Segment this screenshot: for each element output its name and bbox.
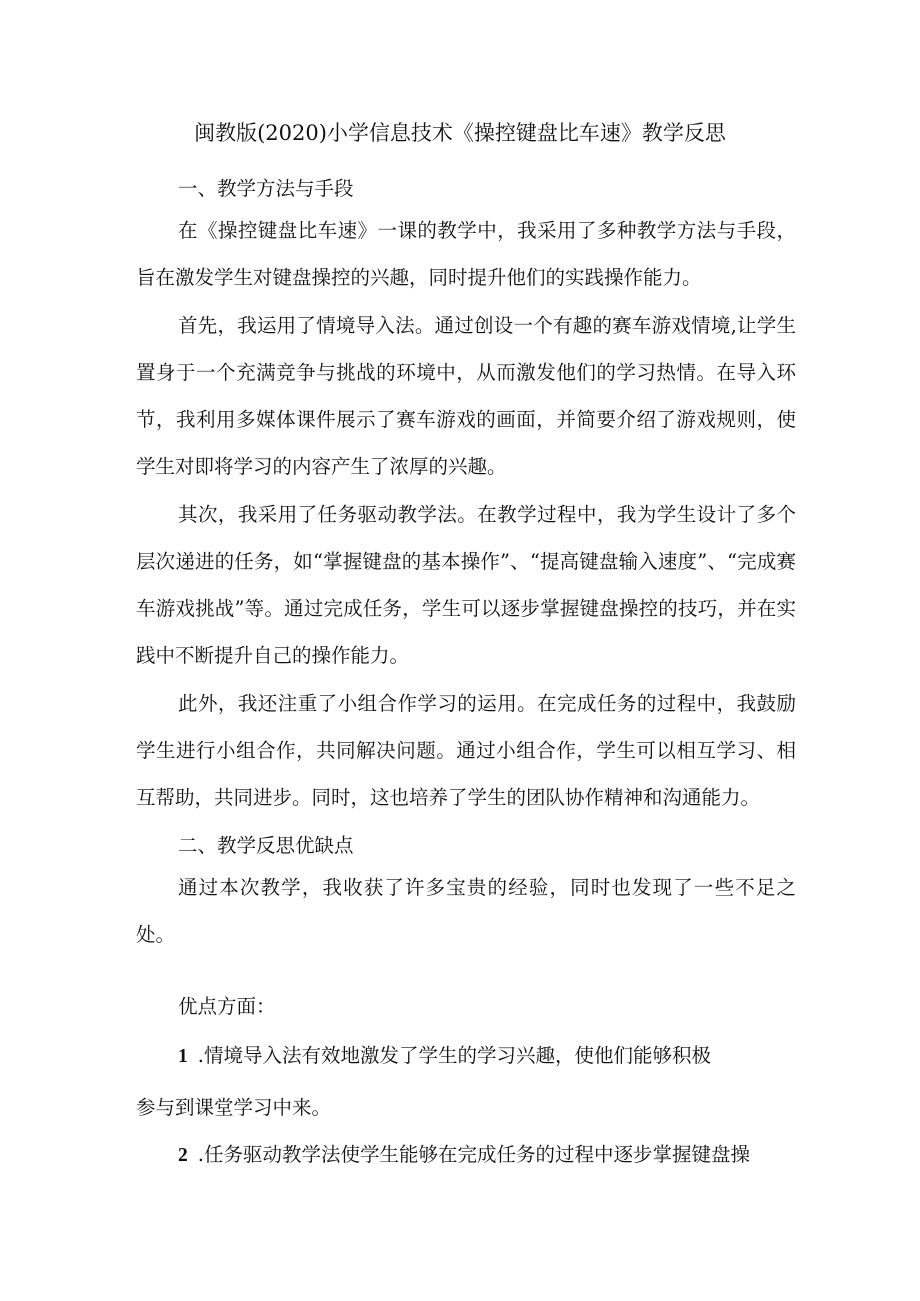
paragraph-group-learning: 此外，我还注重了小组合作学习的运用。在完成任务的过程中，我鼓励学生进行小组合作，共同解决问题。通过小组合作，学生可以相互学习、相互帮助，共同进步。同时，这也培养了学生的团队协作精神和沟通能力。	[136, 692, 796, 809]
list-item-1-text: .情境导入法有效地激发了学生的学习兴趣，使他们能够积极	[197, 1044, 711, 1067]
paragraph-intro: 在《操控键盘比车速》一课的教学中，我采用了多种教学方法与手段，旨在激发学生对键盘操控的兴趣，同时提升他们的实践操作能力。	[136, 219, 796, 289]
list-item-2	[178, 1131, 838, 1179]
strengths-label: 优点方面：	[178, 995, 276, 1018]
paragraph-situation-method: 首先，我运用了情境导入法。通过创设一个有趣的赛车游戏情境,让学生置身于一个充满竞争与挑战的环境中，从而激发他们的学习热情。在导入环节，我利用多媒体课件展示了赛车游戏的画面，并简要介绍了游戏规则，使学生对即将学习的内容产生了浓厚的兴趣。	[136, 314, 796, 478]
list-item-1	[178, 1032, 838, 1080]
list-item-1-number: 1	[178, 1046, 188, 1067]
list-item-2-text: .任务驱动教学法使学生能够在完成任务的过程中逐步掌握键盘操	[197, 1143, 750, 1166]
list-item-2-number: 2	[178, 1145, 188, 1166]
paragraph-reflection-intro: 通过本次教学，我收获了许多宝贵的经验，同时也发现了一些不足之处。	[136, 876, 796, 946]
section-heading-reflection: 二、教学反思优缺点	[178, 834, 354, 857]
section-heading-methods: 一、教学方法与手段	[178, 177, 354, 200]
paragraph-task-method: 其次，我采用了任务驱动教学法。在教学过程中，我为学生设计了多个层次递进的任务，如“掌握键盘的基本操作”、“提高键盘输入速度”、“完成赛车游戏挑战”等。通过完成任务，学生可以逐步掌握键盘操控的技巧，并在实践中不断提升自己的操作能力。	[136, 503, 796, 667]
document-title: 闽教版(2020)小学信息技术《操控键盘比车速》教学反思	[194, 121, 726, 145]
list-item-1-continuation: 参与到课堂学习中来。	[136, 1096, 332, 1119]
